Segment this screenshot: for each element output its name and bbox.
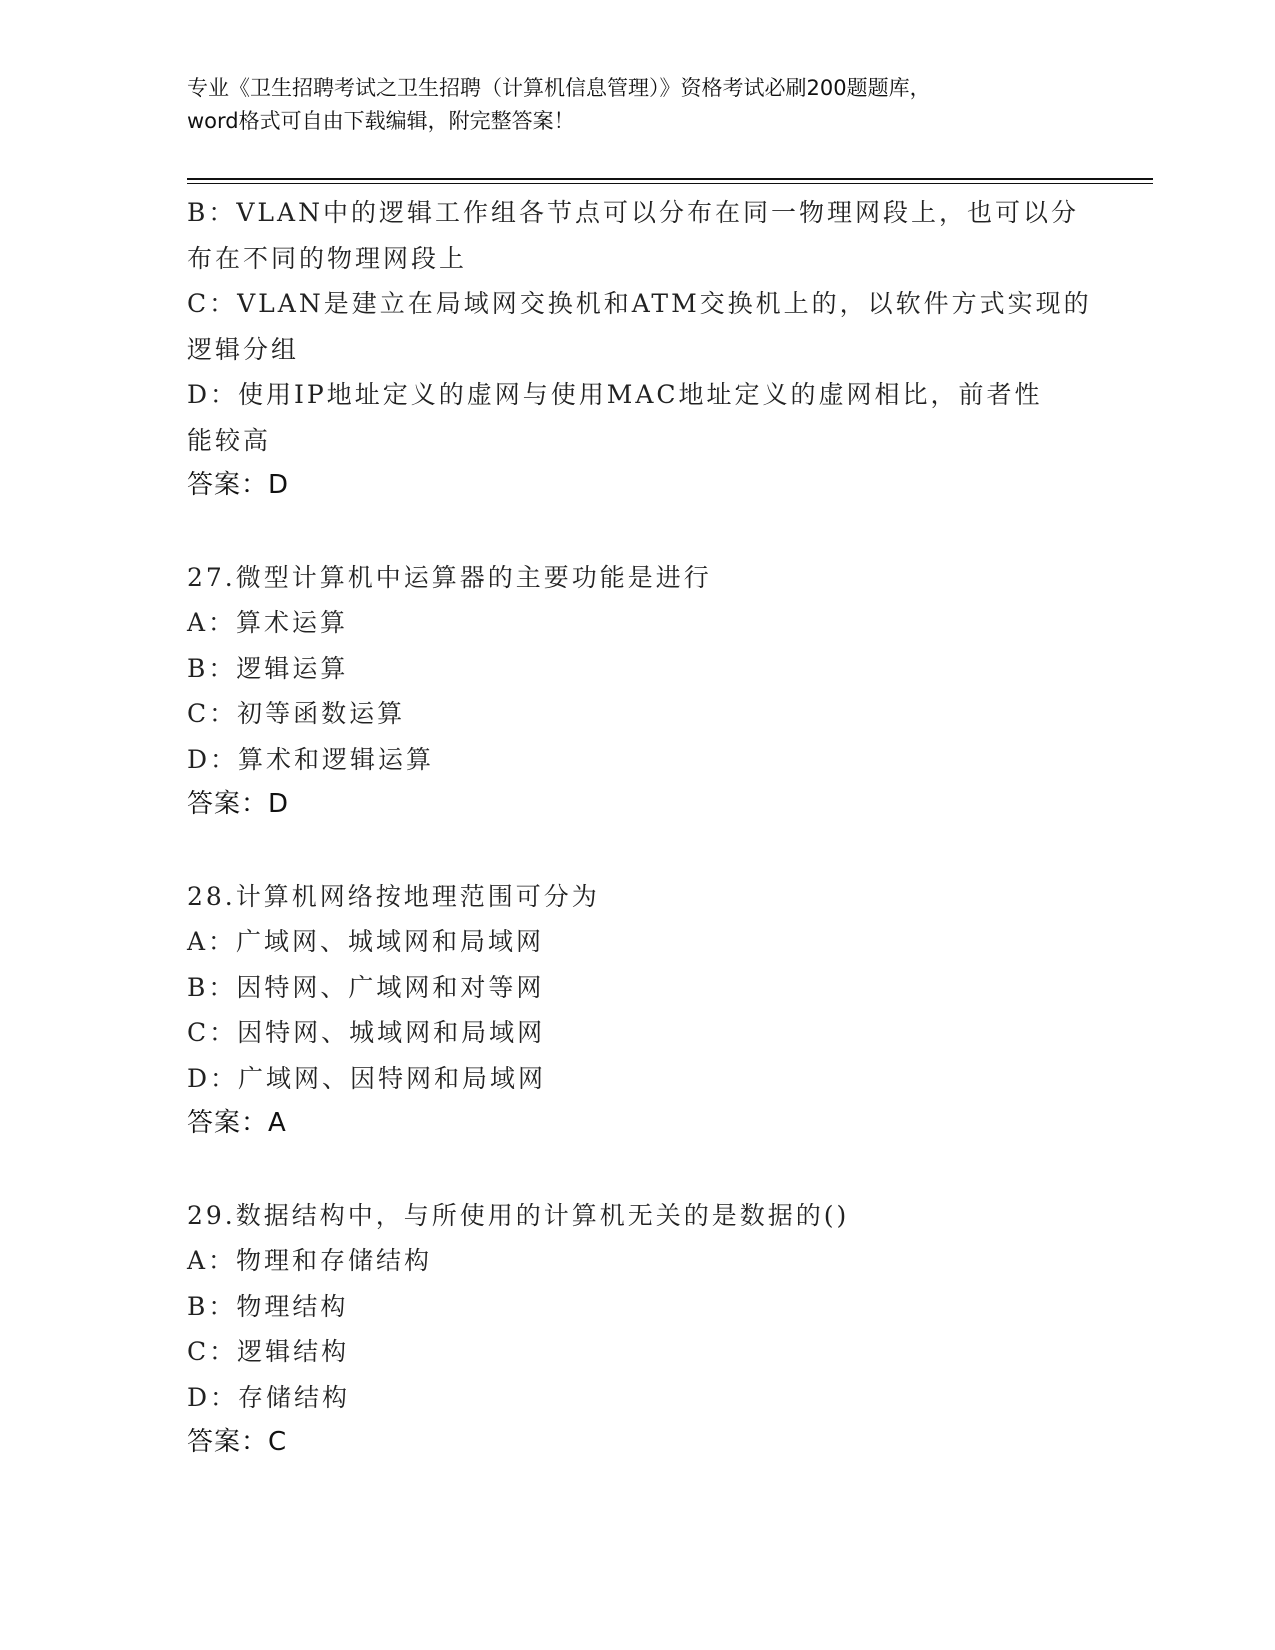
question-27 — [187, 555, 1087, 828]
spacer — [187, 1147, 1087, 1193]
option-b-line-2: 布在不同的物理网段上 — [187, 243, 468, 273]
answer: 答案：C — [187, 1427, 288, 1457]
option-a: A：广域网、城域网和局域网 — [187, 927, 545, 956]
question-stem: 29.数据结构中，与所使用的计算机无关的是数据的() — [187, 1200, 850, 1230]
answer: 答案：A — [187, 1108, 287, 1138]
option-d-line-2: 能较高 — [187, 425, 272, 455]
question-26-continued — [187, 190, 1092, 509]
option-b: B：因特网、广域网和对等网 — [187, 972, 545, 1002]
option-d: D：存储结构 — [187, 1382, 351, 1412]
document-header — [187, 72, 1087, 138]
option-d-line-1: D：使用IP地址定义的虚网与使用MAC地址定义的虚网相比，前者性 — [187, 380, 1043, 409]
question-28 — [187, 874, 1087, 1147]
answer: 答案：D — [187, 789, 290, 819]
option-c: C：逻辑结构 — [187, 1337, 350, 1366]
question-list — [187, 190, 1092, 1466]
question-29 — [187, 1193, 1087, 1466]
question-stem: 28.计算机网络按地理范围可分为 — [187, 881, 600, 911]
option-c: C：初等函数运算 — [187, 699, 406, 728]
option-b: B：逻辑运算 — [187, 653, 349, 683]
header-rule-thick — [187, 178, 1153, 180]
option-c-line-2: 逻辑分组 — [187, 334, 300, 364]
option-a: A：算术运算 — [187, 608, 349, 637]
option-b: B：物理结构 — [187, 1291, 349, 1321]
question-stem: 27.微型计算机中运算器的主要功能是进行 — [187, 562, 712, 592]
header-line-1: 专业《卫生招聘考试之卫生招聘（计算机信息管理）》资格考试必刷200题题库， — [187, 76, 931, 100]
option-a: A：物理和存储结构 — [187, 1246, 433, 1275]
header-line-2: word格式可自由下载编辑，附完整答案！ — [187, 109, 575, 133]
option-d: D：算术和逻辑运算 — [187, 744, 435, 774]
header-rule-thin — [187, 183, 1153, 184]
option-d: D：广域网、因特网和局域网 — [187, 1063, 547, 1093]
answer: 答案：D — [187, 470, 290, 500]
option-c-line-1: C：VLAN是建立在局域网交换机和ATM交换机上的，以软件方式实现的 — [187, 289, 1092, 318]
option-c: C：因特网、城域网和局域网 — [187, 1018, 546, 1047]
spacer — [187, 509, 1087, 555]
option-b-line-1: B：VLAN中的逻辑工作组各节点可以分布在同一物理网段上，也可以分 — [187, 198, 1079, 227]
spacer — [187, 828, 1087, 874]
